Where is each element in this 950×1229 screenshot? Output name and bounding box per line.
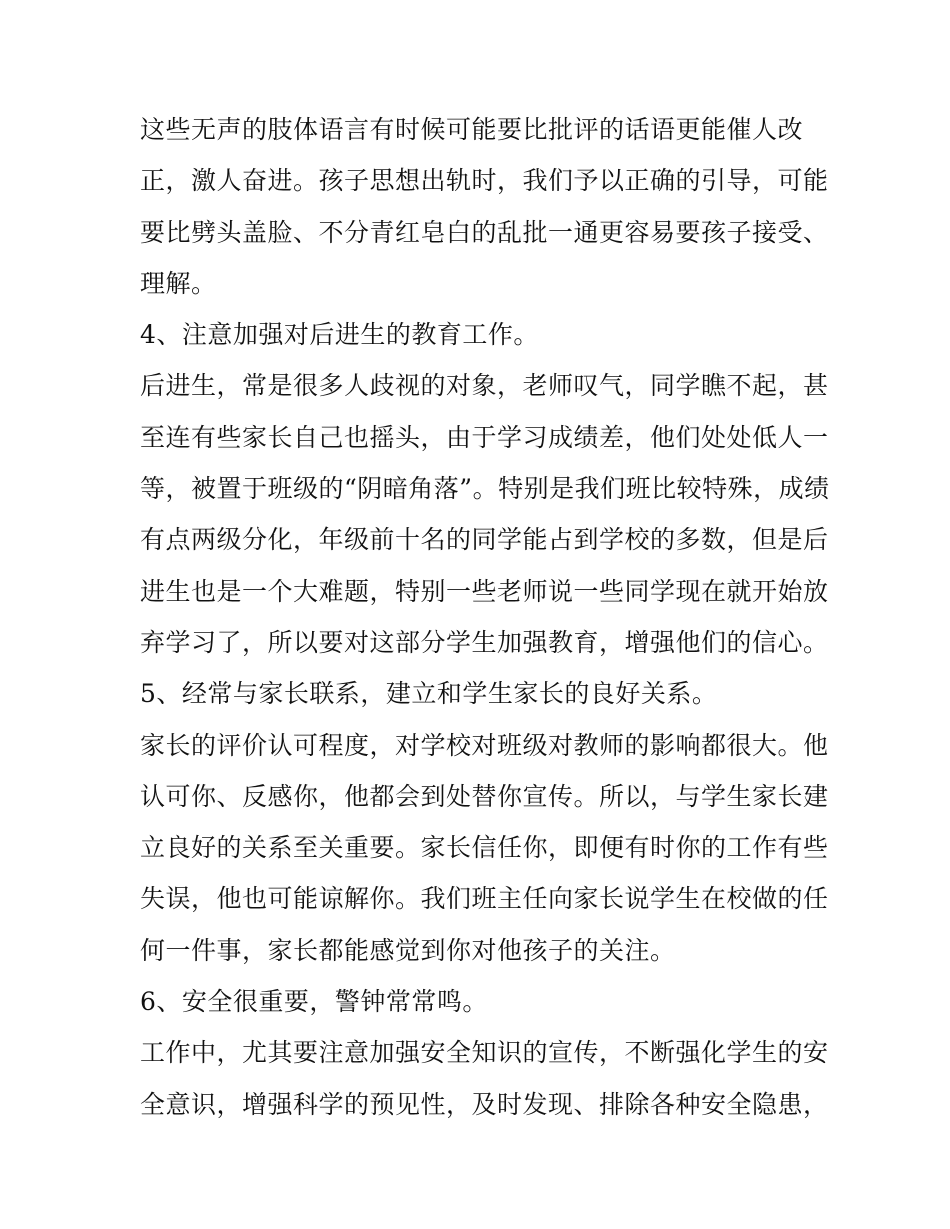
text-line: 何一件事，家长都能感觉到你对他孩子的关注。 [140, 935, 676, 965]
text-line: 有点两级分化，年级前十名的同学能占到学校的多数，但是后 [140, 525, 829, 555]
document-body [140, 104, 830, 1130]
text-line: 认可你、反感你，他都会到处替你宣传。所以，与学生家长建 [140, 781, 829, 811]
section-heading-4: 4、注意加强对后进生的教育工作。 [140, 320, 539, 350]
section-heading-5: 5、经常与家长联系，建立和学生家长的良好关系。 [140, 679, 718, 709]
text-line: 至连有些家长自己也摇头，由于学习成绩差，他们处处低人一 [140, 422, 829, 452]
text-line: 等，被置于班级的“阴暗角落”。特别是我们班比较特殊，成绩 [140, 474, 830, 504]
text-line: 工作中，尤其要注意加强安全知识的宣传，不断强化学生的安 [140, 1038, 829, 1068]
text-line: 要比劈头盖脸、不分青红皂白的乱批一通更容易要孩子接受、 [140, 217, 829, 247]
text-line: 进生也是一个大难题，特别一些老师说一些同学现在就开始放 [140, 576, 829, 606]
text-line: 全意识，增强科学的预见性，及时发现、排除各种安全隐患， [140, 1089, 829, 1119]
text-line: 家长的评价认可程度，对学校对班级对教师的影响都很大。他 [140, 730, 829, 760]
section-heading-6: 6、安全很重要，警钟常常鸣。 [140, 987, 488, 1017]
text-line: 后进生，常是很多人歧视的对象，老师叹气，同学瞧不起，甚 [140, 371, 829, 401]
text-line: 立良好的关系至关重要。家长信任你，即便有时你的工作有些 [140, 833, 829, 863]
text-line: 这些无声的肢体语言有时候可能要比批评的话语更能催人改 [140, 115, 804, 144]
text-line: 失误，他也可能谅解你。我们班主任向家长说学生在校做的任 [140, 884, 829, 914]
text-line: 正，激人奋进。孩子思想出轨时，我们予以正确的引导，可能 [140, 166, 829, 196]
text-line: 弃学习了，所以要对这部分学生加强教育，增强他们的信心。 [140, 627, 829, 657]
text-line: 理解。 [140, 268, 217, 298]
